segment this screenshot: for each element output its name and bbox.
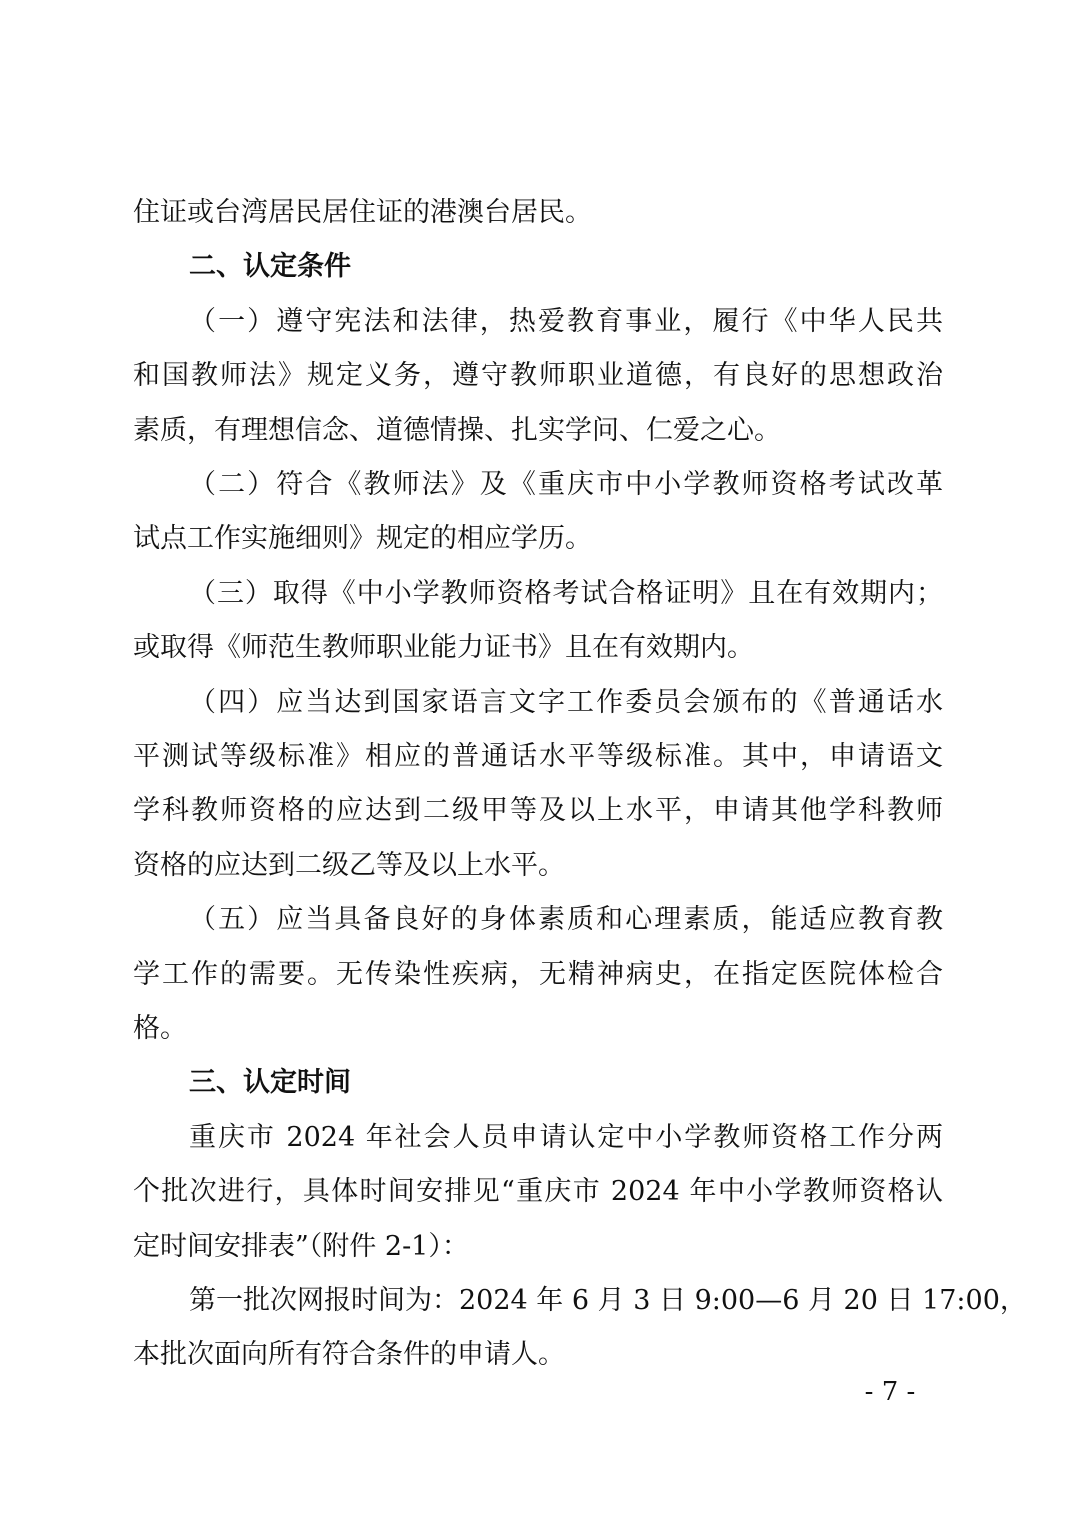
text-line: 试点工作实施细则》规定的相应学历。: [133, 523, 592, 555]
text-line: 和国教师法》规定义务，遵守教师职业道德，有良好的思想政治: [133, 360, 943, 392]
text-line: 重庆市 2024 年社会人员申请认定中小学教师资格工作分两: [189, 1121, 943, 1153]
text-line: （五）应当具备良好的身体素质和心理素质，能适应教育教: [189, 904, 943, 936]
text-line: 个批次进行，具体时间安排见“重庆市 2024 年中小学教师资格认: [133, 1176, 943, 1208]
text-line: 资格的应达到二级乙等及以上水平。: [133, 849, 565, 881]
text-line: 第一批次网报时间为：2024 年 6 月 3 日 9:00—6 月 20 日 17:00，: [189, 1285, 1027, 1316]
text-line: 平测试等级标准》相应的普通话水平等级标准。其中，申请语文: [133, 741, 943, 772]
text-line: 格。: [133, 1013, 187, 1044]
text-line: （四）应当达到国家语言文字工作委员会颁布的《普通话水: [189, 686, 943, 718]
text-line: （三）取得《中小学教师资格考试合格证明》且在有效期内；: [189, 577, 943, 609]
text-line: （一）遵守宪法和法律，热爱教育事业，履行《中华人民共: [189, 305, 943, 337]
text-line: 本批次面向所有符合条件的申请人。: [133, 1339, 565, 1371]
text-line: 素质，有理想信念、道德情操、扎实学问、仁爱之心。: [133, 414, 781, 446]
text-line: 学科教师资格的应达到二级甲等及以上水平，申请其他学科教师: [133, 795, 943, 827]
text-line: 住证或台湾居民居住证的港澳台居民。: [133, 197, 592, 228]
text-line: 定时间安排表”（附件 2-1）：: [133, 1230, 469, 1262]
text-line: （二）符合《教师法》及《重庆市中小学教师资格考试改革: [189, 469, 943, 500]
section-heading: 三、认定时间: [189, 1067, 351, 1099]
section-heading: 二、认定条件: [189, 251, 351, 283]
text-line: 学工作的需要。无传染性疾病，无精神病史，在指定医院体检合: [133, 958, 943, 990]
page-number: - 7 -: [864, 1377, 916, 1407]
text-line: 或取得《师范生教师职业能力证书》且在有效期内。: [133, 632, 754, 664]
